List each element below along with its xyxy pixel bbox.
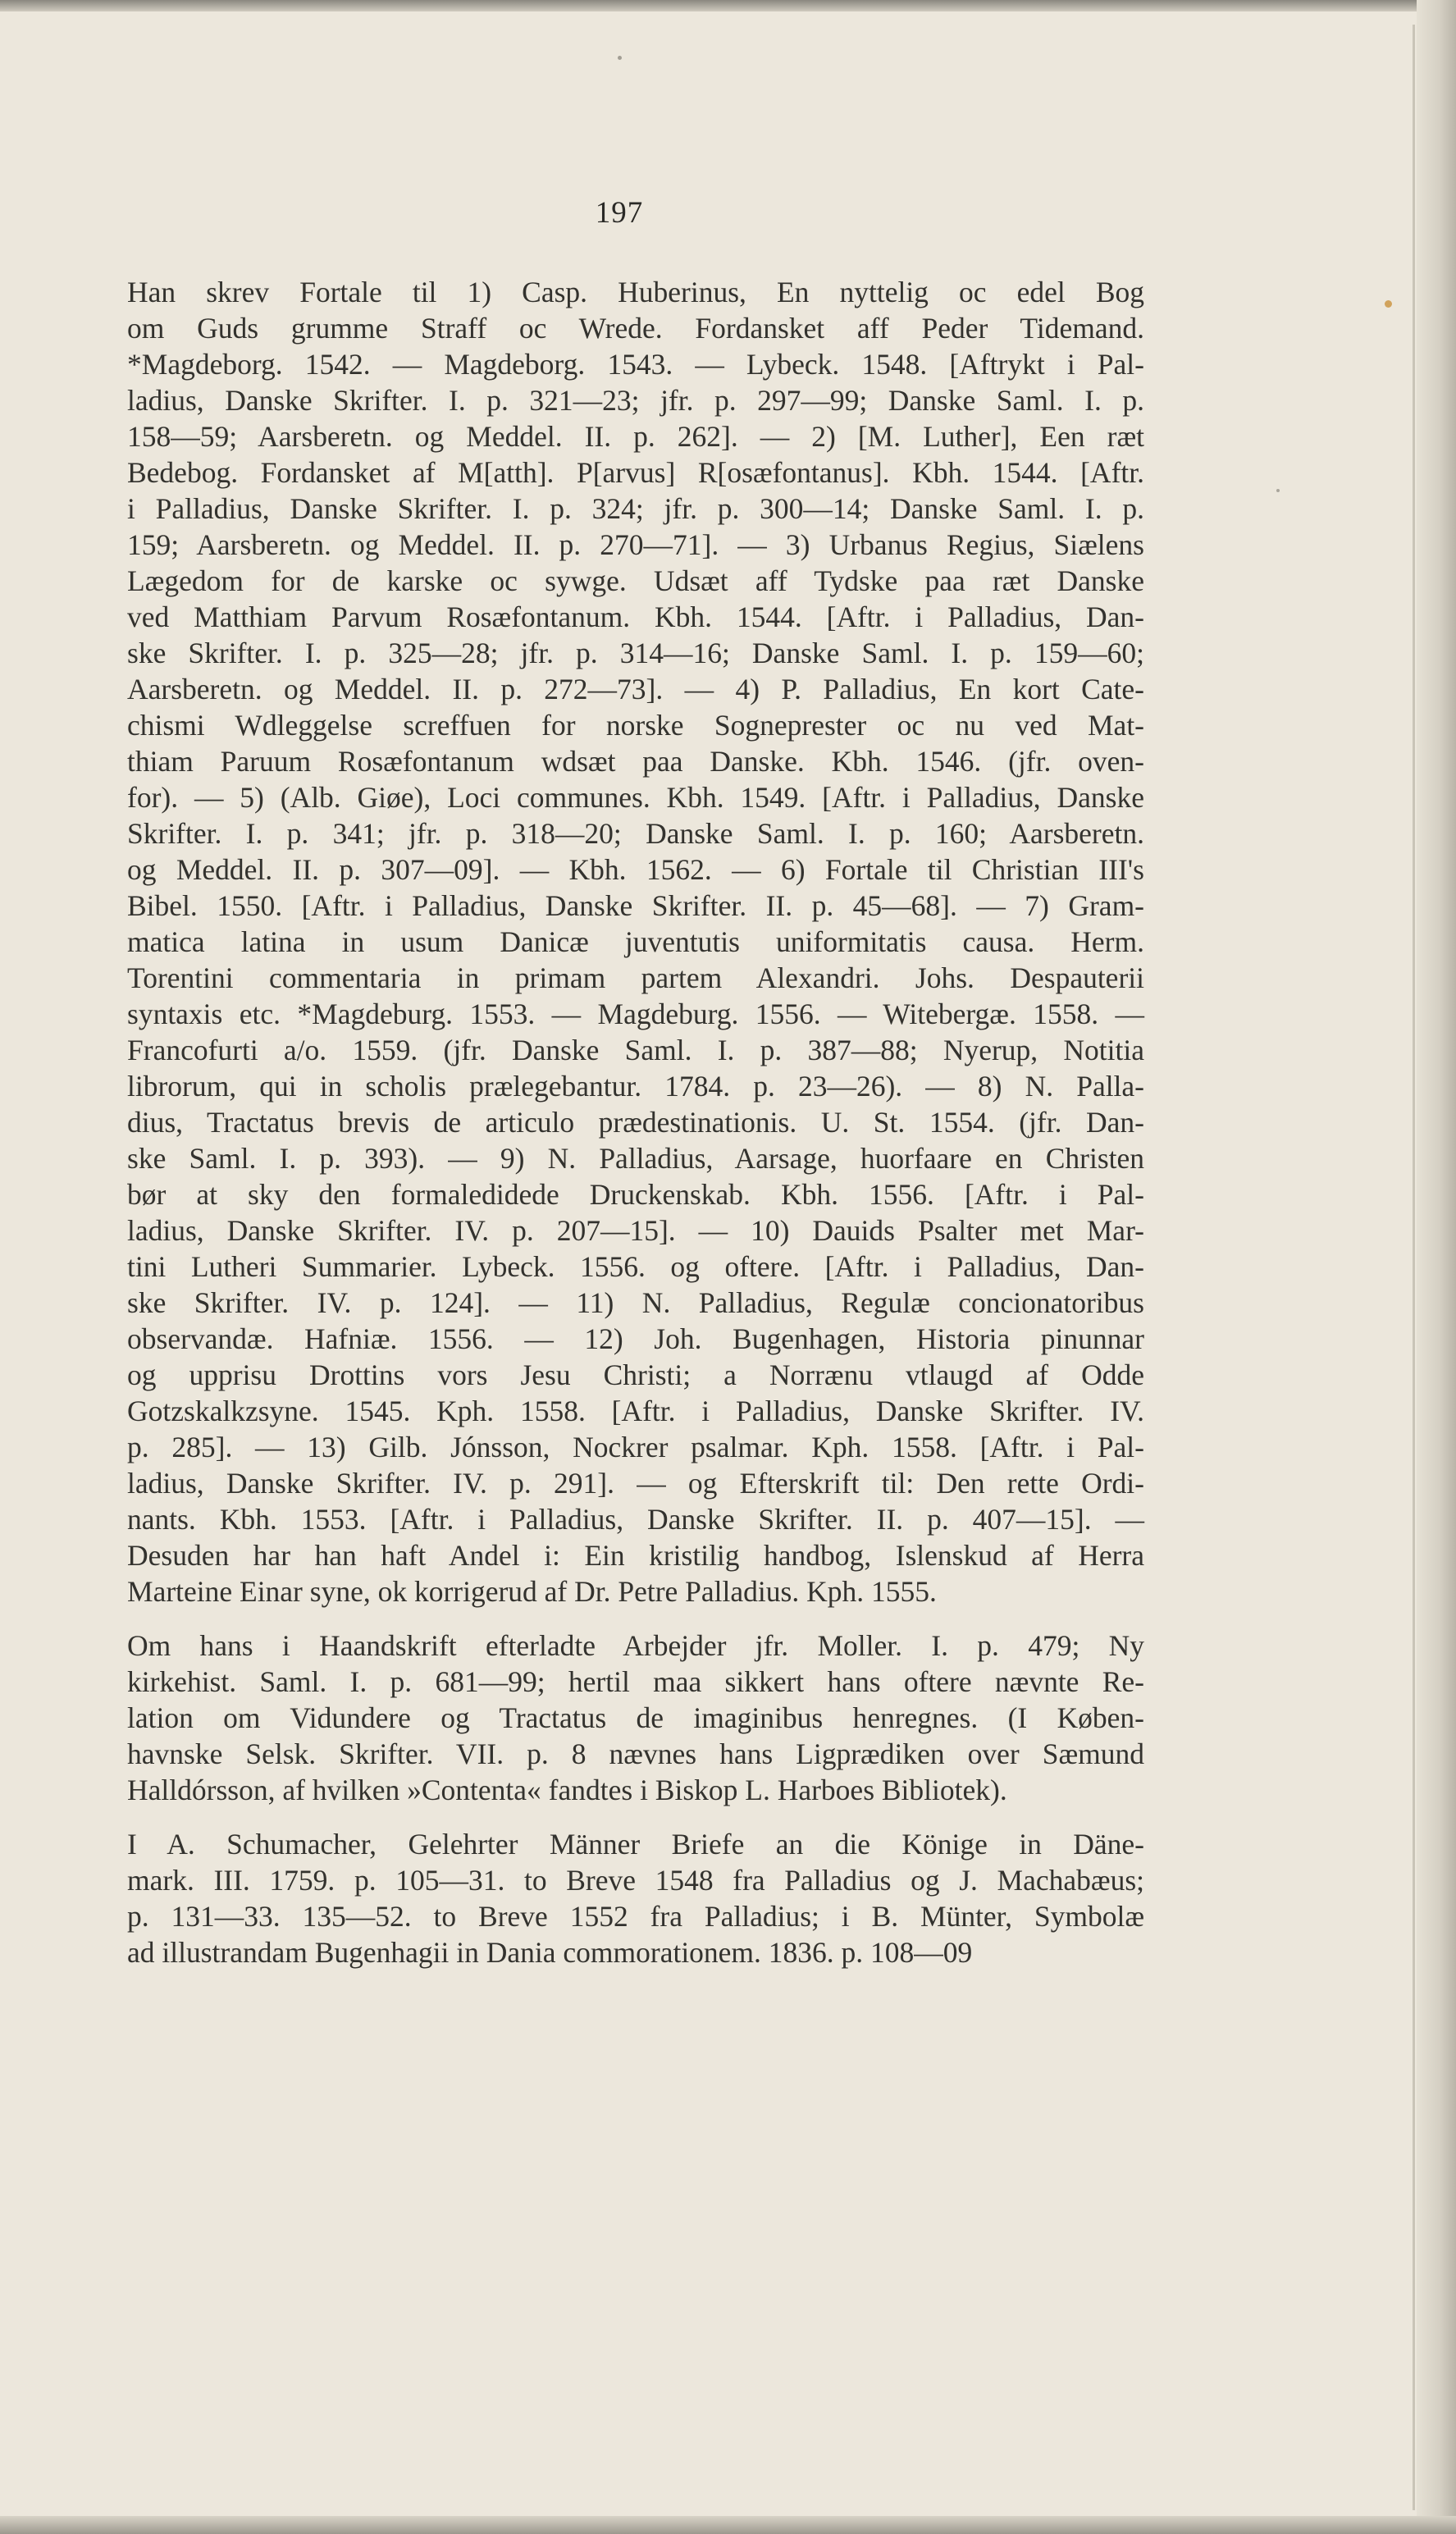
text-line: *Magdeborg. 1542. — Magdeborg. 1543. — Lybeck. 1548. [Aftrykt i Pal- bbox=[127, 348, 1144, 381]
text-line: syntaxis etc. *Magdeburg. 1553. — Magdeburg. 1556. — Witebergæ. 1558. — bbox=[127, 998, 1144, 1030]
paper-speck bbox=[1385, 300, 1392, 308]
text-line: havnske Selsk. Skrifter. VII. p. 8 nævnes hans Ligprædiken over Sæmund bbox=[127, 1737, 1144, 1770]
text-line: 159; Aarsberetn. og Meddel. II. p. 270—71]. — 3) Urbanus Regius, Siælens bbox=[127, 528, 1144, 561]
text-line: ske Saml. I. p. 393). — 9) N. Palladius, Aarsage, huorfaare en Christen bbox=[127, 1142, 1144, 1175]
text-line: Aarsberetn. og Meddel. II. p. 272—73]. — 4) P. Palladius, En kort Cate- bbox=[127, 673, 1144, 705]
text-line: Desuden har han haft Andel i: Ein kristilig handbog, Islenskud af Herra bbox=[127, 1539, 1144, 1572]
paper-speck bbox=[618, 56, 622, 60]
text-line: Gotzskalkzsyne. 1545. Kph. 1558. [Aftr. i Palladius, Danske Skrifter. IV. bbox=[127, 1395, 1144, 1427]
text-line: matica latina in usum Danicæ juventutis uniformitatis causa. Herm. bbox=[127, 925, 1144, 958]
text-line: tini Lutheri Summarier. Lybeck. 1556. og oftere. [Aftr. i Palladius, Dan- bbox=[127, 1250, 1144, 1283]
text-line: Lægedom for de karske oc sywge. Udsæt aff Tydske paa ræt Danske bbox=[127, 564, 1144, 597]
text-line: kirkehist. Saml. I. p. 681—99; hertil maa sikkert hans oftere nævnte Re- bbox=[127, 1665, 1144, 1698]
text-line: ad illustrandam Bugenhagii in Dania commorationem. 1836. p. 108—09 bbox=[127, 1936, 973, 1969]
text-line: og upprisu Drottins vors Jesu Christi; a Norrænu vtlaugd af Odde bbox=[127, 1358, 1144, 1391]
text-line: bør at sky den formaledidede Druckenskab. Kbh. 1556. [Aftr. i Pal- bbox=[127, 1178, 1144, 1211]
text-line: ladius, Danske Skrifter. I. p. 321—23; jfr. p. 297—99; Danske Saml. I. p. bbox=[127, 384, 1144, 417]
text-line: Om hans i Haandskrift efterladte Arbejder jfr. Moller. I. p. 479; Ny bbox=[127, 1629, 1144, 1662]
text-line: p. 131—33. 135—52. to Breve 1552 fra Palladius; i B. Münter, Symbolæ bbox=[127, 1900, 1144, 1933]
text-line: Bibel. 1550. [Aftr. i Palladius, Danske Skrifter. II. p. 45—68]. — 7) Gram- bbox=[127, 889, 1144, 922]
text-line: Marteine Einar syne, ok korrigerud af Dr. Petre Palladius. Kph. 1555. bbox=[127, 1575, 937, 1608]
text-line: mark. III. 1759. p. 105—31. to Breve 1548 fra Palladius og J. Machabæus; bbox=[127, 1864, 1144, 1897]
text-line: chismi Wdleggelse screffuen for norske Sogneprester oc nu ved Mat- bbox=[127, 709, 1144, 742]
paragraph bbox=[127, 1628, 1144, 1808]
paragraph bbox=[127, 1826, 1144, 1970]
text-line: ske Skrifter. IV. p. 124]. — 11) N. Palladius, Regulæ concionatoribus bbox=[127, 1286, 1144, 1319]
scan-top-edge bbox=[0, 0, 1456, 11]
text-line: 158—59; Aarsberetn. og Meddel. II. p. 262]. — 2) [M. Luther], Een ræt bbox=[127, 420, 1144, 453]
body-text bbox=[127, 274, 1144, 1988]
text-line: I A. Schumacher, Gelehrter Männer Briefe an die Könige in Däne- bbox=[127, 1828, 1144, 1861]
text-line: ladius, Danske Skrifter. IV. p. 207—15]. — 10) Dauids Psalter met Mar- bbox=[127, 1214, 1144, 1247]
text-line: Han skrev Fortale til 1) Casp. Huberinus, En nyttelig oc edel Bog bbox=[127, 276, 1144, 308]
text-line: i Palladius, Danske Skrifter. I. p. 324; jfr. p. 300—14; Danske Saml. I. p. bbox=[127, 492, 1144, 525]
text-line: Halldórsson, af hvilken »Contenta« fandtes i Biskop L. Harboes Bibliotek). bbox=[127, 1774, 1007, 1806]
text-line: for). — 5) (Alb. Giøe), Loci communes. Kbh. 1549. [Aftr. i Palladius, Danske bbox=[127, 781, 1144, 814]
scan-right-edge bbox=[1417, 0, 1456, 2534]
text-line: thiam Paruum Rosæfontanum wdsæt paa Danske. Kbh. 1546. (jfr. oven- bbox=[127, 745, 1144, 778]
text-line: observandæ. Hafniæ. 1556. — 12) Joh. Bugenhagen, Historia pinunnar bbox=[127, 1322, 1144, 1355]
scan-right-fold-line bbox=[1413, 25, 1415, 2510]
text-line: Skrifter. I. p. 341; jfr. p. 318—20; Danske Saml. I. p. 160; Aarsberetn. bbox=[127, 817, 1144, 850]
text-line: dius, Tractatus brevis de articulo prædestinationis. U. St. 1554. (jfr. Dan- bbox=[127, 1106, 1144, 1139]
paper-speck bbox=[1276, 489, 1280, 492]
text-line: ved Matthiam Parvum Rosæfontanum. Kbh. 1544. [Aftr. i Palladius, Dan- bbox=[127, 600, 1144, 633]
text-line: Francofurti a/o. 1559. (jfr. Danske Saml. I. p. 387—88; Nyerup, Notitia bbox=[127, 1034, 1144, 1066]
text-line: Bedebog. Fordansket af M[atth]. P[arvus] R[osæfontanus]. Kbh. 1544. [Aftr. bbox=[127, 456, 1144, 489]
text-line: ladius, Danske Skrifter. IV. p. 291]. — og Efterskrift til: Den rette Ordi- bbox=[127, 1467, 1144, 1500]
scan-bottom-edge bbox=[0, 2516, 1456, 2534]
text-line: librorum, qui in scholis prælegebantur. 1784. p. 23—26). — 8) N. Palla- bbox=[127, 1070, 1144, 1103]
page-number: 197 bbox=[595, 196, 644, 230]
text-line: ske Skrifter. I. p. 325—28; jfr. p. 314—16; Danske Saml. I. p. 159—60; bbox=[127, 637, 1144, 669]
text-line: p. 285]. — 13) Gilb. Jónsson, Nockrer psalmar. Kph. 1558. [Aftr. i Pal- bbox=[127, 1431, 1144, 1463]
text-line: Torentini commentaria in primam partem Alexandri. Johs. Despauterii bbox=[127, 961, 1144, 994]
paragraph bbox=[127, 274, 1144, 1609]
text-line: lation om Vidundere og Tractatus de imaginibus henregnes. (I Køben- bbox=[127, 1701, 1144, 1734]
text-line: og Meddel. II. p. 307—09]. — Kbh. 1562. — 6) Fortale til Christian III's bbox=[127, 853, 1144, 886]
text-line: om Guds grumme Straff oc Wrede. Fordansket aff Peder Tidemand. bbox=[127, 312, 1144, 345]
text-line: nants. Kbh. 1553. [Aftr. i Palladius, Danske Skrifter. II. p. 407—15]. — bbox=[127, 1503, 1144, 1536]
